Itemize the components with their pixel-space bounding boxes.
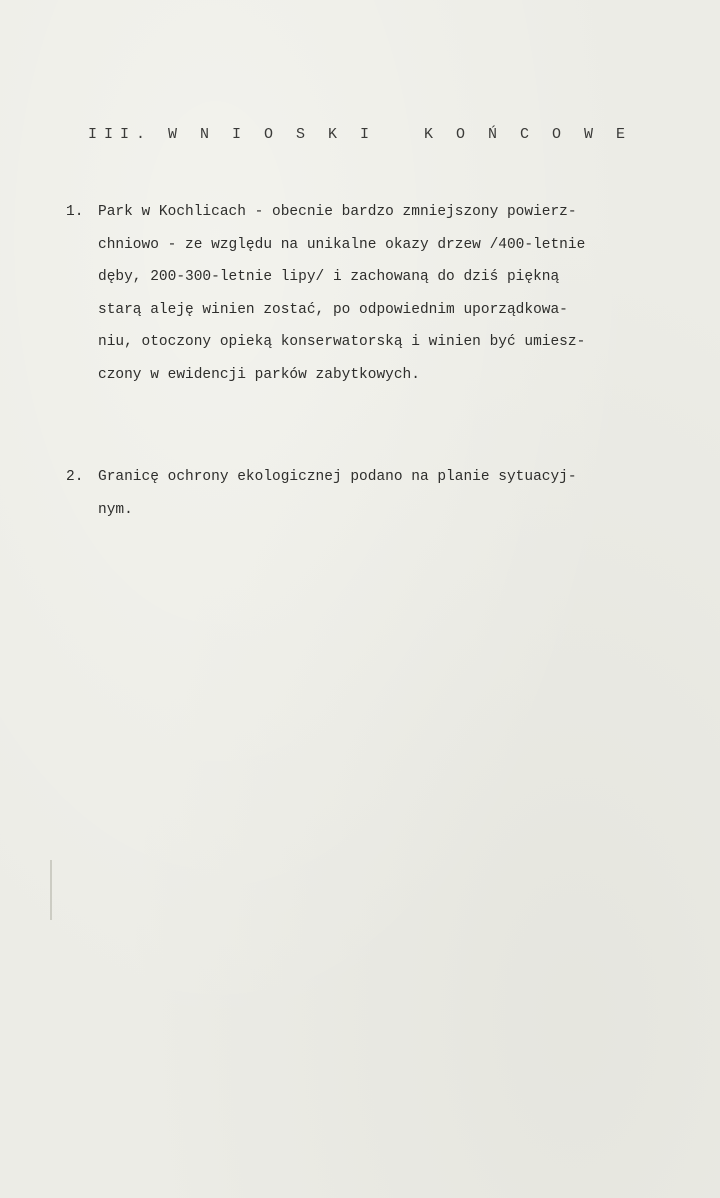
item-1-text-line-6: czony w ewidencji parków zabytkowych. bbox=[98, 366, 420, 383]
item-2-text-line-2: nym. bbox=[98, 501, 133, 518]
item-1-text-line-3: dęby, 200-300-letnie lipy/ i zachowaną do dziś piękną bbox=[98, 269, 560, 285]
item-1-text-line-4: starą aleję winien zostać, po odpowiednim uporządkowa- bbox=[98, 301, 568, 318]
conclusion-item-1 bbox=[66, 200, 686, 395]
item-1-line-1 bbox=[66, 200, 686, 233]
item-1-text-line-5: niu, otoczony opieką konserwatorską i winien być umiesz- bbox=[98, 334, 586, 350]
conclusion-item-2 bbox=[66, 465, 686, 530]
item-1-text-line-2: chniowo - ze względu na unikalne okazy drzew /400-letnie bbox=[98, 236, 586, 253]
item-2-number: 2. bbox=[66, 469, 84, 485]
item-2-text-line-1: Granicę ochrony ekologicznej podano na planie sytuacyj- bbox=[98, 469, 577, 485]
item-1-text-line-1: Park w Kochlicach - obecnie bardzo zmniejszony powierz- bbox=[98, 204, 577, 220]
item-2-line-1 bbox=[66, 465, 686, 498]
item-1-number: 1. bbox=[66, 204, 84, 220]
paper-edge-mark bbox=[50, 860, 52, 920]
section-heading: III. W N I O S K I K O Ń C O W E bbox=[87, 126, 633, 143]
